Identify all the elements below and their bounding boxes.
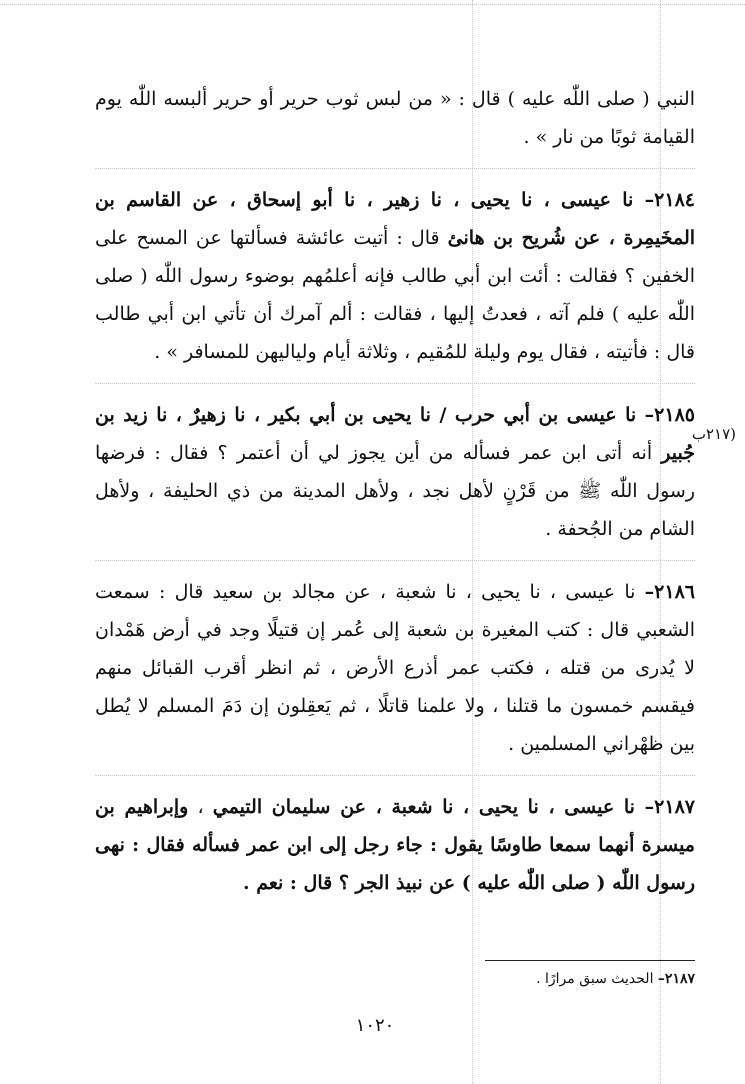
paragraph-text: النبي ( صلى اللّٰه عليه ) قال : « من لبس ثوب حرير أو حرير ألبسه اللّٰه يوم القيامة ثوبًا من نار » .	[95, 88, 695, 148]
narrator-name: زيد بن جُبير	[95, 404, 695, 464]
hadith-2185	[95, 383, 695, 560]
text-segment: ،	[188, 796, 213, 818]
hadith-number: ٢١٨٤–	[644, 189, 695, 211]
hadith-number: ٢١٨٦–	[644, 581, 695, 603]
text-segment: نا عيسى ، نا يحيى ، نا زهير ، نا أبو إسحاق ، عن القاسم بن المخَيمِرة ، عن	[95, 189, 696, 249]
text-segment: نا عيسى ، نا يحيى ، نا شعبة ، عن مجالد بن سعيد قال : سمعت الشعبي قال : كتب المغيرة بن شعبة إلى عُمر إن قتيلًا وجد في أرض هَمْدان لا يُدرى من قتله ، فكتب عمر أذرع الأرض ، ثم انظر أقرب القبائل منهم فيقسم خمسون ما قتلنا ، ولا علمنا قاتلًا ، ثم يَعقِلون إن دَمَ المسلم لا يُطل بين ظهْراني المسلمين .	[95, 581, 695, 755]
footnote	[300, 968, 695, 990]
text-segment: قال : أتيت عائشة فسألتها عن المسح على الخفين ؟ فقالت : أئت ابن أبي طالب فإنه أعلمُهم بوضوء رسول اللّٰه ( صلى اللّٰه عليه ) فلم آته ، فعدتُ إليها ، فقالت : ألم آمرك أن تأتي ابن أبي طالب قال : فأتيته ، فقال يوم وليلة للمُقيم ، وثلاثة أيام ولياليهن للمسافر » .	[95, 227, 695, 363]
footnote-number: ٢١٨٧–	[657, 971, 695, 987]
narrator-name: شُريح بن هانئ	[447, 227, 566, 249]
paragraph-continuation	[95, 80, 695, 168]
hadith-2184	[95, 168, 695, 383]
footnote-rule	[485, 960, 695, 961]
hadith-2186	[95, 560, 695, 775]
scan-guide-line	[0, 4, 745, 5]
hadith-number: ٢١٨٧–	[644, 796, 695, 818]
margin-folio-note: (٢١٧ب	[691, 425, 736, 443]
text-segment: نا عيسى ، نا يحيى ، نا شعبة ، عن	[330, 796, 645, 818]
text-segment: أنه أتى ابن عمر فسأله من أين يجوز لي أن أعتمر ؟ فقال : فرضها رسول اللّٰه ﷺ من قَرْنٍ لأهل نجد ، ولأهل المدينة من ذي الحليفة ، ولأهل الشام من الجُحفة .	[95, 442, 695, 540]
main-text	[95, 80, 695, 914]
narrator-name: وإبراهيم بن ميسرة	[95, 796, 695, 856]
hadith-2187	[95, 775, 695, 914]
text-segment: أنهما سمعا طاوسًا يقول : جاء رجل إلى ابن عمر فسأله فقال : نهى رسول اللّٰه ( صلى اللّٰه عليه ) عن نبيذ الجر ؟ قال : نعم .	[95, 834, 695, 894]
page-number: ١٠٢٠	[355, 1015, 395, 1036]
narrator-name: سليمان التيمي	[212, 796, 331, 818]
footnote-text: الحديث سبق مرارًا .	[536, 971, 658, 987]
hadith-number: ٢١٨٥–	[644, 404, 695, 426]
text-segment: نا عيسى بن أبي حرب / نا يحيى بن أبي بكير ، نا زهيرٌ ، نا	[147, 404, 645, 426]
